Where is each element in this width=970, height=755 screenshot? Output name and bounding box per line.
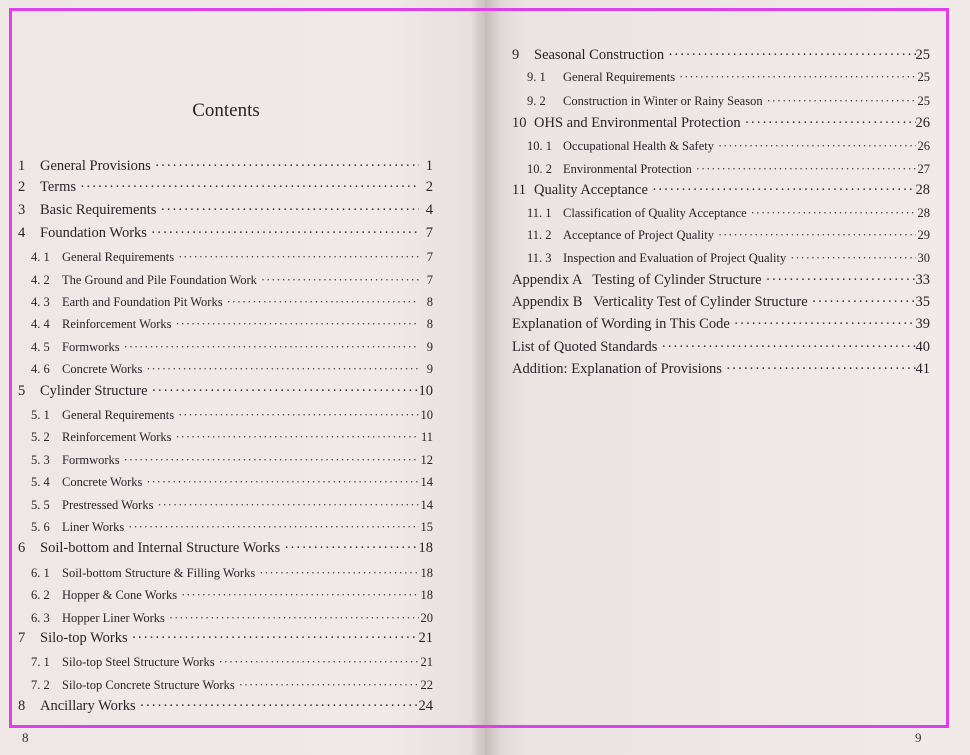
toc-entry [31, 317, 433, 332]
toc-entry-number: 4. 4 [31, 317, 50, 331]
toc-entry-page: 4 [425, 202, 433, 218]
toc-entry [512, 272, 930, 289]
toc-entry-number: 6. 3 [31, 611, 50, 625]
toc-entry-label: Soil-bottom and Internal Structure Works [40, 540, 281, 556]
toc-entry-label: General Provisions [40, 158, 151, 174]
toc-entry-label: Soil-bottom Structure & Filling Works [62, 566, 256, 580]
toc-leader-dots [762, 272, 916, 289]
toc-entry-page: 9 [426, 340, 433, 354]
toc-entry-label: Cylinder Structure [40, 383, 148, 399]
toc-entry-label: General Requirements [62, 408, 175, 422]
toc-leader-dots [714, 139, 916, 154]
toc-entry-label: Hopper Liner Works [62, 611, 165, 625]
toc-entry-label: Reinforcement Works [62, 317, 172, 331]
toc-entry-page: 10 [418, 383, 433, 399]
toc-entry [31, 611, 433, 626]
toc-leader-dots [174, 250, 419, 265]
toc-entry [527, 251, 930, 266]
toc-entry-label: Concrete Works [62, 475, 143, 489]
toc-entry-number: 9. 2 [527, 94, 546, 108]
toc-leader-dots [142, 475, 419, 490]
toc-entry [512, 182, 930, 199]
toc-entry-number: 11. 1 [527, 206, 552, 220]
toc-entry-number: 10. 2 [527, 162, 552, 176]
toc-entry-page: 26 [915, 115, 930, 131]
toc-entry-label: Explanation of Wording in This Code [512, 316, 730, 332]
right-page-number: 9 [915, 730, 922, 745]
toc-entry-number: 4. 5 [31, 340, 50, 354]
toc-entry-label: Silo-top Concrete Structure Works [62, 678, 235, 692]
toc-entry-label: Classification of Quality Acceptance [563, 206, 747, 220]
toc-entry-number: 7. 1 [31, 655, 50, 669]
toc-entry [512, 47, 930, 64]
toc-entry-page: 35 [915, 294, 930, 310]
toc-entry [18, 225, 433, 242]
toc-entry-page: 14 [420, 498, 433, 512]
toc-entry-page: 8 [426, 295, 433, 309]
toc-entry-label: Appendix A Testing of Cylinder Structure [512, 272, 762, 288]
toc-entry-page: 25 [915, 47, 930, 63]
toc-entry-number: 10 [512, 115, 527, 131]
toc-entry-page: 12 [420, 453, 433, 467]
toc-entry [18, 158, 433, 175]
toc-entry-label: Terms [40, 179, 77, 195]
toc-leader-dots [223, 295, 419, 310]
toc-entry [512, 339, 930, 356]
toc-entry [527, 70, 930, 85]
toc-entry-number: 4. 1 [31, 250, 50, 264]
toc-entry-page: 26 [917, 139, 930, 153]
toc-entry [31, 520, 433, 535]
toc-entry [31, 273, 433, 288]
toc-leader-dots [177, 588, 419, 603]
toc-entry-page: 27 [917, 162, 930, 176]
toc-leader-dots [172, 430, 420, 445]
toc-leader-dots [148, 383, 419, 400]
toc-leader-dots [257, 273, 419, 288]
toc-entry-label: General Requirements [563, 70, 676, 84]
toc-leader-dots [151, 158, 419, 175]
toc-entry [18, 383, 433, 400]
toc-entry-number: 4. 2 [31, 273, 50, 287]
toc-entry-page: 28 [917, 206, 930, 220]
toc-entry-label: Seasonal Construction [534, 47, 665, 63]
toc-entry-page: 41 [915, 361, 930, 377]
toc-entry-number: 5. 4 [31, 475, 50, 489]
toc-leader-dots [747, 206, 916, 221]
toc-leader-dots [174, 408, 419, 423]
toc-entry-page: 29 [917, 228, 930, 242]
toc-entry [18, 540, 433, 557]
toc-entry-label: Appendix B Verticality Test of Cylinder Structure [512, 294, 808, 310]
toc-entry-label: Occupational Health & Safety [563, 139, 714, 153]
toc-entry-number: 5. 6 [31, 520, 50, 534]
toc-leader-dots [120, 453, 419, 468]
toc-leader-dots [147, 225, 419, 242]
toc-entry-number: 10. 1 [527, 139, 552, 153]
toc-entry-page: 18 [420, 588, 433, 602]
toc-entry-label: Formworks [62, 340, 120, 354]
toc-entry-label: Prestressed Works [62, 498, 154, 512]
toc-entry-label: Inspection and Evaluation of Project Quality [563, 251, 787, 265]
toc-entry-label: Concrete Works [62, 362, 143, 376]
toc-leader-dots [235, 678, 419, 693]
toc-entry-page: 33 [915, 272, 930, 288]
toc-entry-page: 1 [425, 158, 433, 174]
toc-entry-label: Earth and Foundation Pit Works [62, 295, 223, 309]
toc-entry-number: 5. 1 [31, 408, 50, 422]
toc-entry [31, 250, 433, 265]
toc-entry-page: 7 [425, 225, 433, 241]
toc-entry-page: 40 [915, 339, 930, 355]
toc-entry [31, 362, 433, 377]
toc-entry [31, 453, 433, 468]
book-gutter [470, 0, 500, 755]
toc-entry-page: 15 [420, 520, 433, 534]
toc-entry-number: 3 [18, 202, 26, 218]
toc-entry-number: 4. 3 [31, 295, 50, 309]
toc-entry-page: 20 [420, 611, 433, 625]
toc-entry [31, 295, 433, 310]
toc-leader-dots [786, 251, 916, 266]
toc-entry-page: 18 [420, 566, 433, 580]
toc-entry-number: 2 [18, 179, 26, 195]
toc-entry-label: Construction in Winter or Rainy Season [563, 94, 763, 108]
toc-entry-page: 7 [426, 250, 433, 264]
toc-entry-label: The Ground and Pile Foundation Work [62, 273, 257, 287]
toc-entry [31, 475, 433, 490]
toc-entry-page: 9 [426, 362, 433, 376]
toc-entry [512, 294, 930, 311]
toc-entry-number: 7. 2 [31, 678, 50, 692]
toc-leader-dots [664, 47, 915, 64]
toc-entry-page: 11 [420, 430, 433, 444]
toc-leader-dots [763, 94, 916, 109]
toc-leader-dots [808, 294, 916, 311]
toc-leader-dots [156, 202, 419, 219]
toc-leader-dots [657, 339, 915, 356]
toc-entry-page: 30 [917, 251, 930, 265]
toc-leader-dots [124, 520, 419, 535]
toc-entry-label: General Requirements [62, 250, 175, 264]
toc-entry-number: 9 [512, 47, 520, 63]
toc-entry-label: Foundation Works [40, 225, 147, 241]
toc-entry [18, 179, 433, 196]
toc-entry-number: 8 [18, 698, 26, 714]
toc-leader-dots [142, 362, 419, 377]
toc-leader-dots [648, 182, 916, 199]
toc-entry-label: Liner Works [62, 520, 125, 534]
toc-entry-label: Basic Requirements [40, 202, 157, 218]
toc-entry-label: Formworks [62, 453, 120, 467]
toc-entry-number: 5. 5 [31, 498, 50, 512]
toc-entry [527, 139, 930, 154]
toc-entry-number: 11. 2 [527, 228, 552, 242]
toc-leader-dots [128, 630, 419, 647]
toc-entry-label: Reinforcement Works [62, 430, 172, 444]
toc-entry-number: 5 [18, 383, 26, 399]
toc-leader-dots [741, 115, 916, 132]
toc-entry-number: 7 [18, 630, 26, 646]
toc-entry-number: 6 [18, 540, 26, 556]
toc-entry [31, 566, 433, 581]
toc-entry [18, 630, 433, 647]
toc-entry-page: 21 [420, 655, 433, 669]
toc-entry [31, 408, 433, 423]
toc-entry-page: 28 [915, 182, 930, 198]
toc-leader-dots [280, 540, 418, 557]
toc-entry-page: 24 [418, 698, 433, 714]
toc-entry-page: 21 [418, 630, 433, 646]
toc-entry [512, 316, 930, 333]
toc-leader-dots [675, 70, 916, 85]
toc-leader-dots [722, 361, 916, 378]
toc-entry-page: 25 [917, 70, 930, 84]
toc-entry-page: 2 [425, 179, 433, 195]
toc-leader-dots [172, 317, 420, 332]
toc-leader-dots [730, 316, 916, 333]
toc-entry [31, 678, 433, 693]
toc-leader-dots [255, 566, 419, 581]
toc-entry-page: 10 [420, 408, 433, 422]
toc-entry-label: OHS and Environmental Protection [534, 115, 741, 131]
right-page [485, 0, 970, 755]
toc-entry [527, 162, 930, 177]
toc-entry-page: 14 [420, 475, 433, 489]
toc-entry-label: Silo-top Works [40, 630, 128, 646]
toc-entry [512, 361, 930, 378]
toc-entry [31, 588, 433, 603]
toc-entry-page: 22 [420, 678, 433, 692]
toc-entry-page: 8 [426, 317, 433, 331]
toc-entry-number: 4. 6 [31, 362, 50, 376]
toc-entry-number: 5. 2 [31, 430, 50, 444]
toc-entry-number: 11. 3 [527, 251, 552, 265]
toc-leader-dots [120, 340, 419, 355]
toc-entry-page: 18 [418, 540, 433, 556]
toc-leader-dots [153, 498, 419, 513]
toc-entry-number: 9. 1 [527, 70, 546, 84]
toc-entry [527, 94, 930, 109]
toc-leader-dots [76, 179, 419, 196]
toc-entry [31, 430, 433, 445]
toc-entry [31, 498, 433, 513]
toc-leader-dots [714, 228, 916, 243]
toc-entry [527, 206, 930, 221]
toc-entry-page: 39 [915, 316, 930, 332]
toc-entry [18, 698, 433, 715]
toc-entry-label: Acceptance of Project Quality [563, 228, 714, 242]
toc-leader-dots [215, 655, 419, 670]
toc-entry [18, 202, 433, 219]
toc-entry [527, 228, 930, 243]
toc-entry-label: List of Quoted Standards [512, 339, 658, 355]
toc-entry-label: Quality Acceptance [534, 182, 648, 198]
toc-entry-label: Hopper & Cone Works [62, 588, 178, 602]
toc-entry-label: Environmental Protection [563, 162, 692, 176]
toc-entry-label: Addition: Explanation of Provisions [512, 361, 722, 377]
toc-entry [31, 340, 433, 355]
toc-entry [31, 655, 433, 670]
left-page-number: 8 [22, 730, 29, 745]
toc-entry-page: 7 [426, 273, 433, 287]
toc-entry-label: Ancillary Works [40, 698, 136, 714]
contents-title: Contents [192, 100, 260, 121]
toc-entry-number: 4 [18, 225, 26, 241]
toc-entry-number: 1 [18, 158, 26, 174]
toc-leader-dots [165, 611, 419, 626]
toc-entry [512, 115, 930, 132]
toc-entry-label: Silo-top Steel Structure Works [62, 655, 215, 669]
toc-entry-number: 11 [512, 182, 526, 198]
toc-leader-dots [136, 698, 419, 715]
toc-entry-page: 25 [917, 94, 930, 108]
toc-entry-number: 5. 3 [31, 453, 50, 467]
toc-entry-number: 6. 1 [31, 566, 50, 580]
toc-entry-number: 6. 2 [31, 588, 50, 602]
toc-leader-dots [692, 162, 916, 177]
